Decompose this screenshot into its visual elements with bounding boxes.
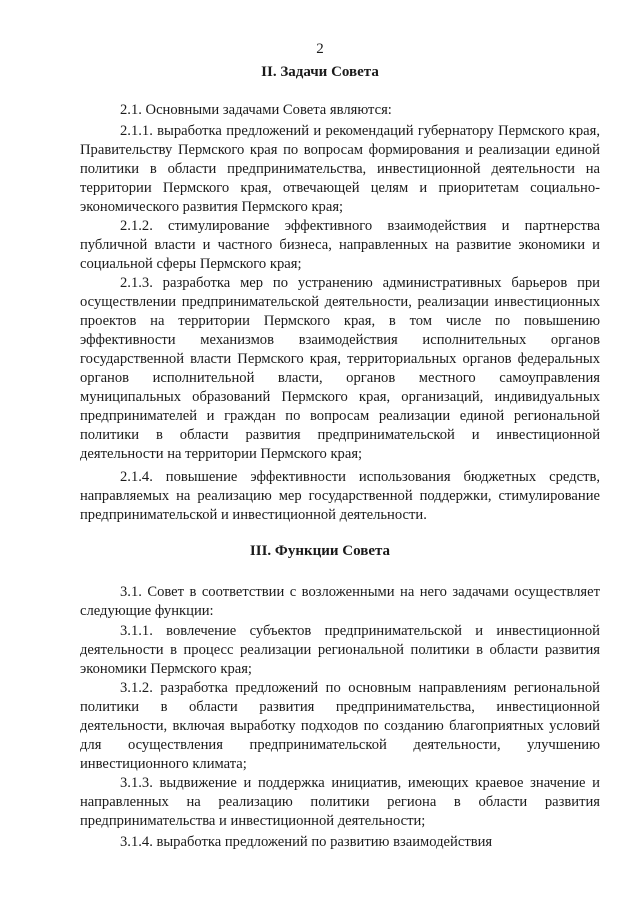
paragraph-2-1: 2.1. Основными задачами Совета являются: <box>120 102 392 118</box>
paragraph-3-1-1: 3.1.1. вовлечение субъектов предпринимательской и инвестиционной деятельности в процесс реализации региональной политики в области развития экономики Пермского края; <box>80 623 600 677</box>
paragraph-3-1-4: 3.1.4. выработка предложений по развитию взаимодействия <box>120 834 493 850</box>
paragraph-2-1-3: 2.1.3. разработка мер по устранению административных барьеров при осуществлении предпринимательской деятельности, реализации инвестиционных проектов на территории Пермского края, в том числе по повышению эффективности механизмов взаимодействия исполнительных органов государственной власти Пермского края, территориальных органов федеральных органов исполнительной власти, органов местного самоуправления муниципальных образований Пермского края, организаций, индивидуальных предпринимателей и граждан по вопросам реализации единой региональной политики в области развития предпринимательской и инвестиционной деятельности на территории Пермского края; <box>80 275 600 462</box>
paragraph-2-1-1: 2.1.1. выработка предложений и рекомендаций губернатору Пермского края, Правительству Пермского края по вопросам формирования и реализации единой политики в области предпринимательства, инвестиционной деятельности на территории Пермского края, отвечающей целям и приоритетам социально-экономического развития Пермского края; <box>80 123 600 215</box>
paragraph-3-1-2: 3.1.2. разработка предложений по основным направлениям региональной политики в области развития предпринимательства, инвестиционной деятельности, включая выработку подходов по созданию благоприятных условий для осуществления предпринимательской деятельности, улучшению инвестиционного климата; <box>80 680 600 772</box>
paragraph-3-1: 3.1. Совет в соответствии с возложенными на него задачами осуществляет следующие функции: <box>80 584 600 619</box>
paragraph-2-1-2: 2.1.2. стимулирование эффективного взаимодействия и партнерства публичной власти и частного бизнеса, направленных на развитие экономики и социальной сферы Пермского края; <box>80 218 600 272</box>
paragraph-3-1-3: 3.1.3. выдвижение и поддержка инициатив, имеющих краевое значение и направленных на реализацию политики региона в области развития предпринимательства и инвестиционной деятельности; <box>80 775 600 829</box>
section-3-heading: III. Функции Совета <box>249 543 391 559</box>
paragraph-2-1-4: 2.1.4. повышение эффективности использования бюджетных средств, направляемых на реализацию мер государственной поддержки, стимулирование предпринимательской и инвестиционной деятельности. <box>80 469 600 523</box>
section-2-heading: II. Задачи Совета <box>261 64 379 80</box>
page-number: 2 <box>316 41 324 57</box>
